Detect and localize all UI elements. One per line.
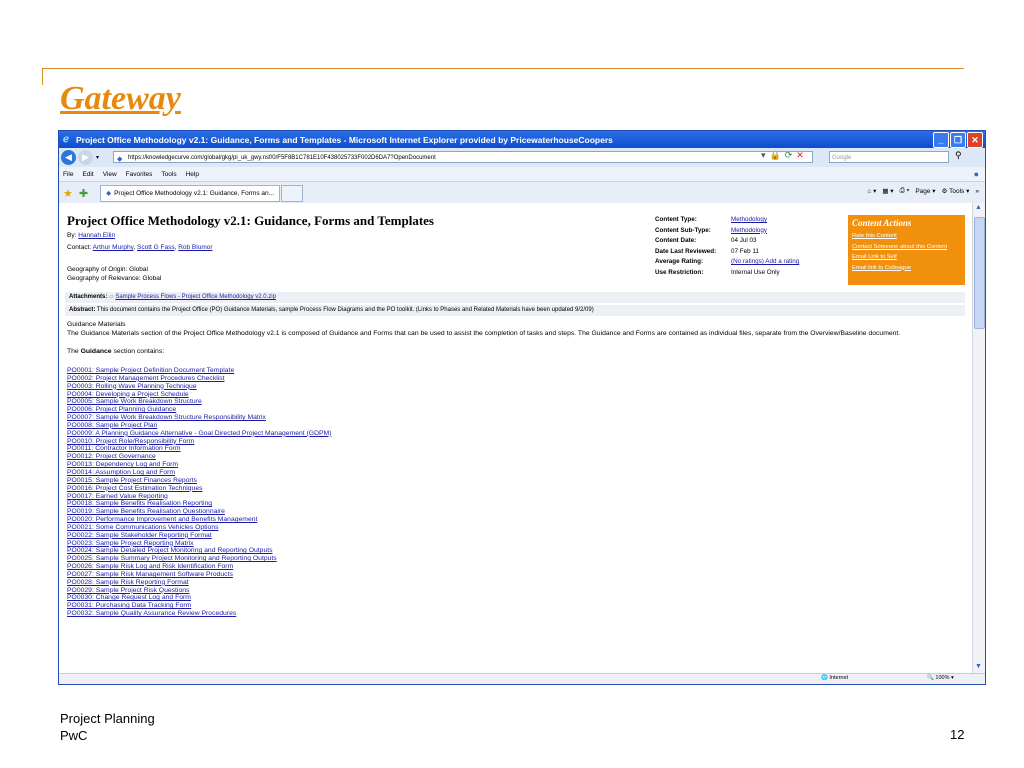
guidance-section (67, 320, 965, 356)
page-menu[interactable]: Page ▾ (915, 188, 936, 195)
menu-help[interactable]: Help (185, 170, 199, 178)
guidance-item-link[interactable]: PO0025: Sample Summary Project Monitoring and Reporting Outputs (67, 555, 277, 563)
contact-link[interactable]: Rob Blumor (178, 244, 213, 251)
print-icon[interactable]: ⎙ ▾ (899, 187, 910, 194)
url-text: https://knowledgecurve.com/global/gkg/pi_uk_gwy.nsf/0/F5F8B1C781E10F438025733F002D6DA7?OpenDocument (128, 155, 436, 161)
guidance-item-link[interactable]: PO0022: Sample Stakeholder Reporting Format (67, 531, 212, 539)
author-link[interactable]: Hannah Ellin (78, 232, 116, 239)
property-row (655, 257, 799, 268)
menu-view[interactable]: View (102, 170, 117, 178)
geo-origin-line (67, 266, 148, 273)
property-value: 07 Feb 11 (731, 247, 759, 255)
scroll-up-icon[interactable]: ▲ (975, 204, 982, 211)
guidance-item-link[interactable]: PO0024: Sample Detailed Project Monitoring and Reporting Outputs (67, 547, 273, 555)
guidance-item-link[interactable]: PO0012: Project Governance (67, 453, 156, 461)
property-label: Date Last Reviewed: (655, 247, 717, 255)
page-menu-label: Page (915, 188, 931, 195)
browser-tab[interactable] (100, 185, 280, 202)
menu-tools[interactable]: Tools (161, 170, 177, 178)
guidance-item-link[interactable]: PO0018: Sample Benefits Realisation Reporting (67, 500, 213, 508)
status-zoom-text: 100% (935, 675, 950, 681)
document-title: Project Office Methodology v2.1: Guidance, Forms and Templates (67, 213, 434, 228)
search-input[interactable]: Google (829, 151, 949, 163)
minimize-icon[interactable]: _ (933, 132, 949, 148)
slide-rule-horizontal (42, 68, 964, 69)
guidance-item-link[interactable]: PO0003: Rolling Wave Planning Technique (67, 382, 197, 390)
help-icon[interactable]: ● (973, 169, 979, 179)
ie-logo-icon: ℯ (63, 133, 69, 145)
zip-file-icon: ▱ (109, 294, 114, 300)
geo-relevance-line (67, 275, 161, 282)
tools-menu[interactable]: ⚙ Tools ▾ (941, 188, 970, 195)
guidance-item-link[interactable]: PO0030: Change Request Log and Form (67, 594, 191, 602)
guidance-item-link[interactable]: PO0028: Sample Risk Reporting Format (67, 578, 189, 586)
email-self-link[interactable]: Email Link to Self (852, 254, 897, 260)
page-content (59, 203, 973, 674)
scrollbar-thumb[interactable] (974, 217, 985, 329)
section-intro-post: section contains: (113, 348, 165, 355)
security-icons (761, 150, 804, 161)
guidance-item-link[interactable]: PO0005: Sample Work Breakdown Structure (67, 398, 202, 406)
status-zone-text: Internet (829, 675, 849, 681)
footer-line-2: PwC (60, 728, 88, 743)
rate-content-link[interactable]: Rate this Content (852, 233, 897, 239)
favorites-star-icon[interactable]: ★ (63, 187, 73, 200)
menu-edit[interactable]: Edit (82, 170, 94, 178)
property-label: Average Rating: (655, 258, 704, 266)
feeds-icon[interactable]: ▦ ▾ (882, 188, 894, 195)
geo-relevance-label: Geography of Relevance: (67, 275, 141, 282)
contact-link[interactable]: Arthur Murphy (92, 244, 134, 251)
guidance-item-link[interactable]: PO0015: Sample Project Finances Reports (67, 476, 197, 484)
guidance-item-link[interactable]: PO0019: Sample Benefits Realisation Questionnaire (67, 508, 225, 516)
property-label: Content Type: (655, 216, 697, 223)
property-value[interactable]: Methodology (731, 216, 768, 223)
command-bar (867, 187, 979, 195)
guidance-item-list (67, 367, 331, 618)
contact-someone-link[interactable]: Contact Someone about this Content (852, 243, 948, 250)
content-actions-title: Content Actions (852, 218, 912, 228)
menu-favorites[interactable]: Favorites (125, 170, 153, 178)
section-intro-pre: The (67, 348, 79, 355)
guidance-item-link[interactable]: PO0020: Performance Improvement and Benefits Management (67, 516, 258, 524)
favorites-tab-bar (59, 182, 985, 205)
scroll-down-icon[interactable]: ▼ (975, 663, 982, 670)
tools-menu-label: Tools (949, 188, 965, 195)
abstract-strip (65, 305, 965, 316)
internet-zone: 🌐 Internet (821, 675, 849, 681)
attachments-strip (65, 292, 965, 303)
property-value[interactable]: (No ratings) Add a rating (731, 258, 800, 266)
add-favorite-icon[interactable]: ✚ (78, 187, 89, 200)
page-icon: ◆ (117, 156, 123, 163)
back-icon[interactable]: ◀ (61, 150, 76, 165)
guidance-item-link[interactable]: PO0006: Project Planning Guidance (67, 406, 177, 414)
guidance-item-link[interactable]: PO0027: Sample Risk Management Software Products (67, 570, 233, 578)
property-value: Internal Use Only (731, 268, 780, 276)
status-bar (59, 673, 985, 684)
guidance-heading: Guidance Materials (67, 321, 126, 328)
property-row (655, 226, 799, 237)
contact-line: Contact: Arthur Murphy, Scott G Fass, Rob Blumor (67, 244, 213, 251)
property-row (655, 247, 799, 258)
property-label: Content Date: (655, 237, 697, 245)
geo-relevance-value: Global (142, 275, 162, 282)
refresh-icon[interactable]: ⟳ (784, 150, 793, 160)
slide-rule-vertical (42, 68, 43, 85)
tab-page-icon: ◆ (106, 190, 112, 197)
attachments-label: Attachments: (69, 294, 108, 300)
forward-icon[interactable]: ▶ (78, 150, 93, 165)
menu-bar (59, 167, 985, 182)
guidance-item-link[interactable]: PO0021: Some Communications Vehicles Options (67, 523, 219, 531)
content-actions-panel (848, 215, 965, 285)
stop-icon[interactable]: ✕ (796, 150, 804, 160)
property-row (655, 215, 799, 226)
property-label: Content Sub-Type: (655, 226, 711, 234)
property-row (655, 268, 799, 279)
new-tab-button[interactable] (281, 185, 303, 202)
guidance-item-link[interactable]: PO0026: Sample Risk Log and Risk Identification Form (67, 563, 234, 571)
guidance-item-link[interactable]: PO0031: Purchasing Data Tracking Form (67, 602, 192, 610)
guidance-item-link[interactable]: PO0007: Sample Work Breakdown Structure Responsibility Matrix (67, 414, 266, 422)
property-value[interactable]: Methodology (731, 226, 768, 234)
by-label: By: (67, 232, 77, 239)
maximize-icon[interactable]: ❐ (950, 132, 966, 148)
guidance-item-link[interactable]: PO0017: Earned Value Reporting (67, 492, 168, 500)
guidance-item-link[interactable]: PO0013: Dependency Log and Form (67, 461, 179, 469)
footer-line-1: Project Planning (60, 711, 155, 726)
guidance-item-link[interactable]: PO0008: Sample Project Plan (67, 421, 158, 429)
guidance-item-link[interactable]: PO0002: Project Management Procedures Checklist (67, 374, 225, 382)
slide-title: Gateway (60, 80, 181, 117)
geo-origin-value: Global (129, 266, 148, 273)
close-icon[interactable]: ✕ (967, 132, 983, 148)
guidance-item-link[interactable]: PO0009: A Planning Guidance Alternative - Goal Directed Project Management (GDPM) (67, 429, 332, 437)
abstract-label: Abstract: (69, 307, 96, 313)
guidance-item-link[interactable]: PO0004: Developing a Project Schedule (67, 390, 189, 398)
vertical-scrollbar[interactable] (972, 203, 985, 674)
slide-footer (60, 710, 155, 744)
guidance-item-link[interactable]: PO0011: Contractor Information Form (67, 445, 181, 453)
abstract-text: This document contains the Project Office (PO) Guidance Materials, sample Process Flow Diagrams and the PO toolkit. (Links to Phases and Related Materials have been updated 9/2/09) (96, 307, 594, 313)
guidance-item-link[interactable]: PO0001: Sample Project Definition Document Template (67, 367, 235, 374)
page-number: 12 (950, 727, 965, 742)
contact-link[interactable]: Scott G Fass (137, 244, 175, 251)
section-intro-bold: Guidance (80, 348, 112, 355)
gear-icon: ⚙ (941, 188, 948, 195)
guidance-item-link[interactable]: PO0029: Sample Project Risk Questions (67, 586, 190, 594)
email-colleague-link[interactable]: Email link to Colleague (852, 264, 911, 271)
home-icon[interactable]: ⌂ ▾ (867, 188, 877, 195)
guidance-item-link[interactable]: PO0010: Project Role/Responsibility Form (67, 437, 195, 445)
address-bar (59, 148, 985, 167)
browser-window (58, 130, 986, 685)
menu-file[interactable]: File (63, 170, 74, 178)
author-line (67, 232, 115, 239)
property-label: Use Restriction: (655, 268, 704, 276)
guidance-item-link[interactable]: PO0016: Project Cost Estimation Techniques (67, 484, 203, 492)
url-field[interactable] (113, 151, 813, 163)
window-title: Project Office Methodology v2.1: Guidance, Forms and Templates - Microsoft Internet Explorer provided by PricewaterhouseCoopers (76, 134, 613, 145)
chevron-right-icon[interactable]: » (975, 187, 979, 195)
history-dropdown-icon[interactable]: ▾ (96, 155, 100, 161)
search-icon[interactable]: ⚲ (955, 150, 962, 160)
contact-label: Contact: (67, 244, 92, 251)
guidance-item-link[interactable]: PO0023: Sample Project Reporting Matrix (67, 539, 194, 547)
geo-origin-label: Geography of Origin: (67, 266, 128, 273)
attachment-link[interactable]: Sample Process Flows - Project Office Methodology v2.0.zip (115, 294, 276, 300)
properties-panel (655, 215, 799, 279)
url-dropdown-icon[interactable]: ▾ (761, 150, 766, 160)
lock-icon[interactable]: 🔒 (769, 150, 781, 160)
zoom-level[interactable]: 🔍 100% ▾ (927, 675, 954, 681)
window-titlebar (59, 131, 985, 148)
guidance-item-link[interactable]: PO0032: Sample Quality Assurance Review Procedures (67, 610, 237, 618)
tab-label: Project Office Methodology v2.1: Guidance, Forms an... (114, 189, 275, 197)
guidance-item-link[interactable]: PO0014: Assumption Log and Form (67, 468, 176, 476)
guidance-text: The Guidance Materials section of the Project Office Methodology v2.1 is composed of Guidance and Forms that can be used to assist the completion of tasks and steps. The Guidance and Forms are contained as individual files, separate from the Overview/Baseline document. (67, 330, 901, 337)
section-intro (67, 347, 965, 356)
property-value: 04 Jul 03 (731, 237, 757, 245)
property-row (655, 236, 799, 247)
window-controls (933, 132, 983, 148)
